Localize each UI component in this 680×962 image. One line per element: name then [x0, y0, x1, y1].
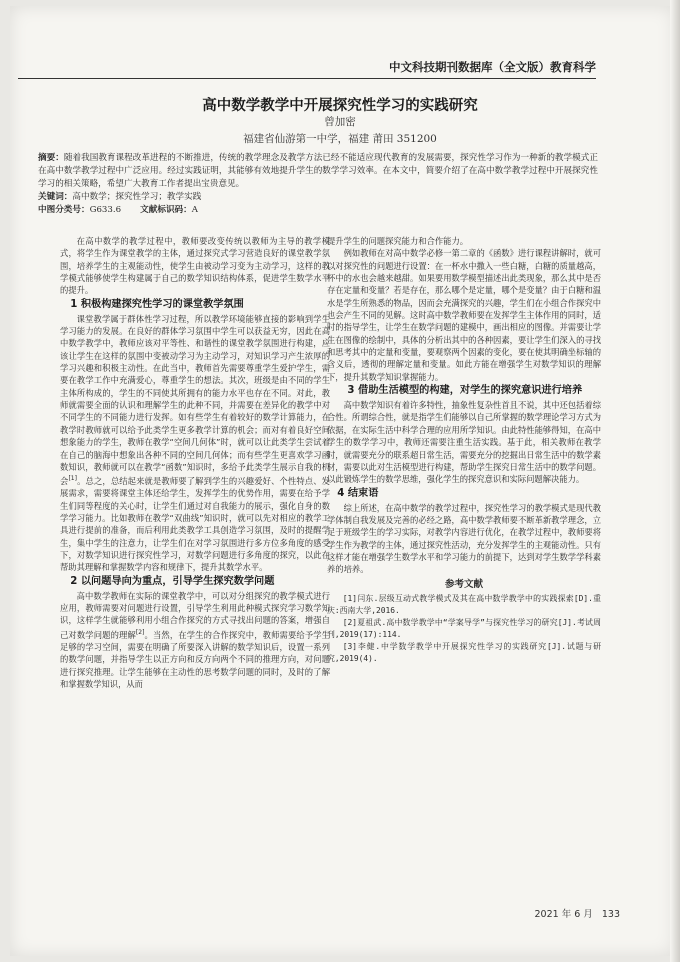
citation-1: [1] — [68, 475, 77, 483]
section1-text-a: 课堂教学属于群体性学习过程，所以教学环境能够直接的影响到学生学习能力的发展。在良好的群体学习氛围中学生可以获益无穷，因此在高中数学教学中，教师应该对平等性、和谐性的课堂教学氛围进行构建，应该让学生在这样的氛围中变被动学习为主动学习，对知识学习产生浓厚的学习兴趣和积极主动性。在此当中，教师首先需要尊重学生爱护学生，需要在教学工作中充满爱心，尊重学生的想法。其次，班级是由不同的学生主体所构成的，学生的不同使其所拥有的能力水平也存在不同。对此，教师就需要全面的认识和理解学生的此种不同，并需要在差异化的教学中对不同学生的不同能力进行发挥。如有些学生有着较好的数学计算能力，在教学时教师就可以给予此类学生更多教学计算的机会；而对有着良好空间想象能力的学生，教师在教学“空间几何体”时，就可以让此类学生尝试着在自己的脑海中想象出各种不同的空间几何体；而有些学生更喜欢学习函数知识，教师就可以在教学“函数”知识时，多给予此类学生展示自我的机会 — [60, 313, 330, 486]
abstract — [38, 152, 598, 191]
reference-item: [3]李健.中学数学教学中开展探究性学习的实践研究[J].试题与研究,2019(4). — [327, 641, 601, 663]
classification-value: G633.6 — [89, 205, 122, 215]
reference-item: [1]闫东.层级互动式教学模式及其在高中数学教学中的实践探索[D].重庆:西南大学,2016. — [327, 593, 601, 615]
classification-label: 中图分类号： — [38, 205, 90, 215]
section-heading-3: 3 借助生活模型的构建，对学生的探究意识进行培养 — [347, 385, 583, 397]
citation-2: [2] — [135, 628, 145, 636]
keywords-label: 关键词： — [38, 192, 73, 202]
section-heading-1: 1 积极构建探究性学习的课堂教学氛围 — [70, 298, 244, 310]
references-title: 参考文献 — [444, 578, 483, 590]
page-footer — [535, 906, 620, 920]
author-affiliation: 福建省仙游第一中学，福建 莆田 351200 — [243, 133, 437, 145]
doc-code-value: A — [191, 205, 198, 215]
intro-paragraph: 在高中数学的教学过程中，教师要改变传统以教师为主导的教学模式，将学生作为课堂教学的主体，通过探究式学习营造良好的课堂教学氛围，培养学生的主观能动性，使学生由被动学习变为主动学习，这样的教学模式能够使学生构建属于自己的数学知识结构体系，促进学生数学水平的提升。 — [60, 236, 330, 296]
page-number: 133 — [601, 909, 620, 920]
abstract-label: 摘要： — [38, 153, 64, 163]
keywords — [38, 191, 598, 204]
doc-code-label: 文献标识码： — [140, 205, 192, 215]
section-heading-2: 2 以问题导向为重点，引导学生探究数学问题 — [70, 575, 275, 587]
section1-paragraph — [60, 313, 330, 574]
section3-paragraph: 高中数学知识有着许多特性，抽象性复杂性首且不说，其中还包括着综合性。所谓综合性，就是指学生们能够以自己所掌握的数学理论学习方式为依据，在实际生活中科学合理的应用所学知识。由此特性能够得知，在高中学生的数学学习中，教师还需要注重生活实践。基于此，相关教师在教学时，就需要充分的联系超日常生活，需要充分的挖掘出日常生活中的数学素材，需要以此对生活模型进行构建，帮助学生探究日常生活中的数学问题。以此锻炼学生的数学思维，强化学生的探究意识和实际问题解决能力。 — [327, 400, 601, 485]
abstract-block — [38, 152, 598, 217]
reference-item: [2]夏祖武.高中数学教学中“学案导学”与探究性学习的研究[J].考试周刊,2019(17):114. — [327, 617, 601, 639]
section2-text-b: 。当然，在学生的合作探究中，教师需要给予学生足够的学习空间，需要在明确了所要深入讲解的数学知识后，设置一系列的数学问题，并指导学生以正方向和反方向两个不同的推理方向，对问题进行探究推理。让学生能够在主动性的思考数学问题的同时，及时的了解和掌握数学知识，从而 — [60, 629, 330, 689]
section-heading-4: 4 结束语 — [337, 487, 379, 499]
keywords-text: 高中数学；探究性学习；教学实践 — [72, 192, 202, 202]
section1-text-b: 。总之，总结起来就是教师要了解到学生的兴趣爱好、个性特点、发展需求，需要将课堂主体还给学生，发挥学生的优势作用，需要在给予学生们同等程度的关心时，让学生们通过对自我能力的展示，强化自身的数学学习能力。比如教师在教学“双曲线”知识时，就可以先对相应的教学工具进行提前的准备，而后利用此类教学工具创造学习氛围，及时的提醒学生，集中学生的注意力，让学生们在对学习氛围进行多方位多角度的感受下，对数学知识进行探究性学习，对数学问题进行多角度的探究，以此在帮助其理解和掌握数学内容和规律下，提升其数学水平。 — [60, 475, 330, 573]
paper-title: 高中数学教学中开展探究性学习的实践研究 — [202, 97, 478, 114]
section2-text-a: 高中数学教师在实际的课堂教学中，可以对分组探究的教学模式进行应用，教师需要对问题进行设置，引导学生利用此种模式探究学习数学知识，这样学生就能够利用小组合作探究的方式寻找出问题的答案，增强自己对数学问题的理解 — [60, 590, 330, 640]
author-name: 曾加密 — [324, 116, 356, 128]
section2-continuation: 提升学生的问题探究能力和合作能力。 — [327, 236, 469, 246]
section2-example-paragraph: 例如教师在对高中数学必修一第二章的《函数》进行课程讲解时，就可以对探究性的问题进行设置：在一杯水中撒入一些白糖，白糖的质量越高，杯中的水也会越来越甜。如果要用数学模型描述出此类现象，那么其中是否存在定量和变量？若是存在，那么哪个是定量，哪个是变量？由于白糖和温水是学生所熟悉的物品，因而会充满探究的兴趣，学生们在小组合作探究中也会产生不同的见解。这时高中数学教师要在发挥学生主体作用的同时，适时的指导学生，让学生在数学问题的建模中，画出相应的图像。并需要让学生在图像的绘制中，具体的分析出其中的各种因素，要让学生们深入的寻找和思考其中的定量和变量，要观察两个因素的变化，要在使其明确坐标轴的含义后，透彻的理解定量和变量。如此方能在增强学生对数学知识的理解下，提升其数学知识掌握能力。 — [327, 248, 601, 382]
conclusion-paragraph: 综上所述，在高中数学的教学过程中，探究性学习的教学模式是现代教学体制自我发展及完善的必经之路，高中数学教师要不断革新教学理念，立足于班级学生的学习实际，对教学内容进行优化，在教学过程中，教师要将学生作为教学的主体，通过探究性活动，充分发挥学生的主观能动性。只有这样才能在增强学生数学水平和学习能力的前提下，达到对学生数学学科素养的培养。 — [327, 502, 601, 575]
classification — [38, 204, 598, 217]
right-column — [327, 235, 601, 665]
section2-paragraph — [60, 590, 330, 691]
left-column — [60, 235, 330, 690]
issue-date: 2021 年 6 月 — [534, 909, 593, 920]
abstract-text: 随着我国教育课程改革进程的不断推进，传统的教学理念及教学方法已经不能适应现代教育的发展需要，探究性学习作为一种新的教学模式正在高中数学教学过程中广泛应用。经过实践证明，其能够有效地提升学生的数学学习效率。在本文中，简要介绍了在高中数学教学过程中开展探究性学习的相关策略，希望广大教育工作者提出宝贵意见。 — [38, 153, 598, 189]
journal-header: 中文科技期刊数据库（全文版）教育科学 — [18, 58, 596, 79]
